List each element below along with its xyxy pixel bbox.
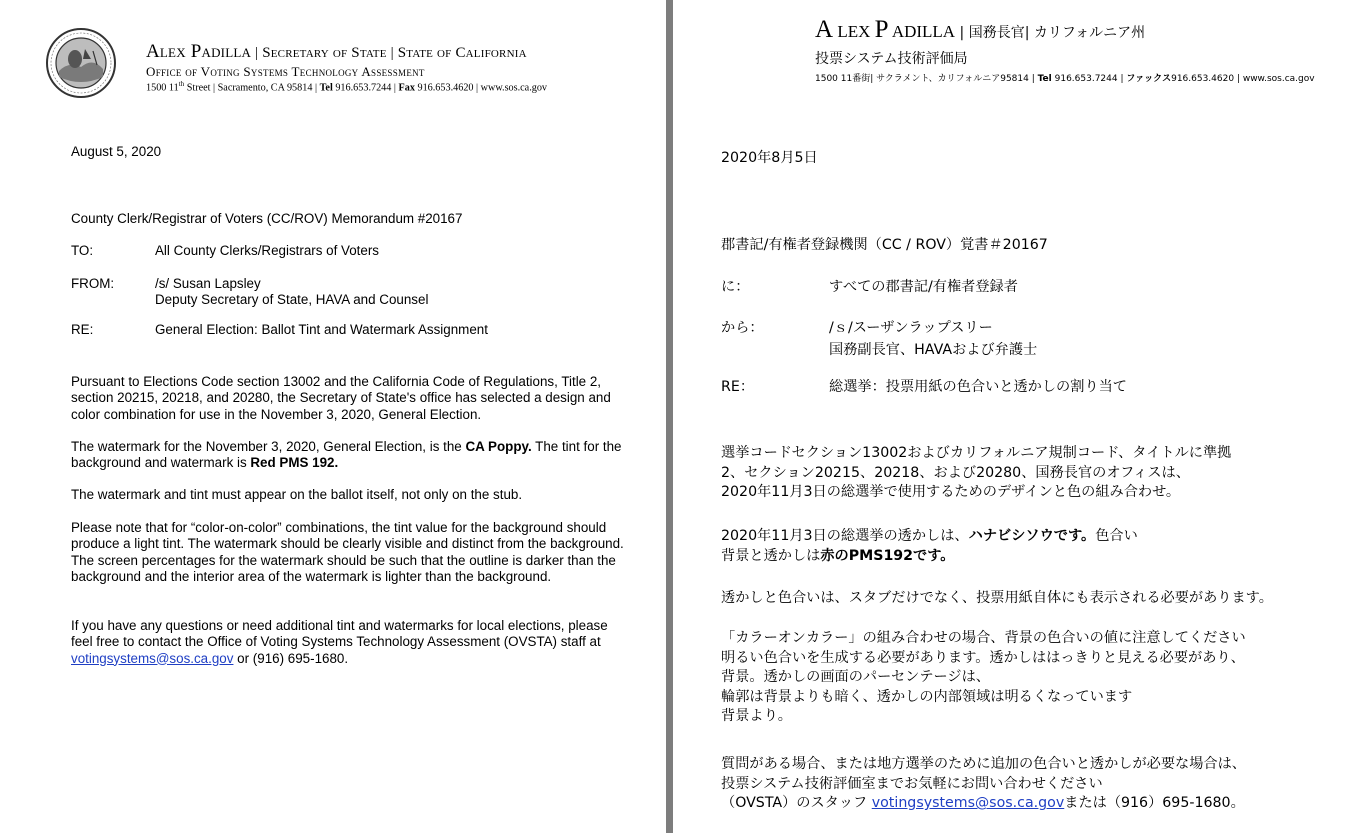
english-memo-page	[0, 0, 666, 833]
jp-paragraph-4	[721, 629, 1246, 727]
paragraph-5-text: or (916) 695-1680.	[233, 650, 349, 666]
street-number: 1500 11	[146, 82, 179, 94]
jp-name-rest: | 国務長官| カリフォルニア州	[955, 25, 1146, 41]
letterhead-separator: |	[251, 45, 263, 61]
from-name: /s/ Susan Lapsley	[155, 276, 261, 291]
jp-letterhead-name	[815, 16, 1145, 44]
paragraph-2-text: The tint for the background and watermark is	[71, 439, 622, 471]
from-title: Deputy Secretary of State, HAVA and Counsel	[155, 292, 429, 307]
jp-paragraph-2-line	[721, 547, 1138, 567]
japanese-memo-page	[673, 0, 1359, 833]
letterhead-name	[146, 41, 527, 63]
official-name: Alex Padilla	[146, 41, 252, 62]
jp-paragraph-1	[721, 444, 1231, 503]
letterhead-separator: |	[386, 45, 398, 61]
jp-paragraph-2-text: 2020年11月3日の総選挙の透かしは、	[721, 528, 969, 544]
jp-from-name: /ｓ/スーザンラップスリー	[829, 320, 993, 336]
jp-letterhead-office: 投票システム技術評価局	[815, 51, 968, 67]
jp-street-rest: 番街| サクラメント、カリフォルニア95814 |	[852, 74, 1038, 84]
jp-name-part: ADILLA	[888, 22, 956, 41]
to-value: All County Clerks/Registrars of Voters	[155, 243, 379, 258]
jp-tel-label: Tel	[1037, 74, 1052, 84]
jp-paragraph-4-line: 明るい色合いを生成する必要があります。透かしははっきりと見える必要があり、	[721, 649, 1245, 666]
street-suffix: th	[178, 80, 185, 88]
jp-tel-number: 916.653.7244 |	[1051, 74, 1127, 84]
jp-paragraph-5	[721, 755, 1246, 814]
jp-paragraph-4-line: 背景より。	[721, 708, 792, 725]
fax-number: 916.653.4620 | www.sos.ca.gov	[414, 82, 548, 94]
paragraph-5-text: If you have any questions or need additional tint and watermarks for local elections, please feel free to contact the Office of Voting Systems Technology Assessment (OVSTA) staff at	[71, 618, 608, 650]
jp-memo-title: 郡書記/有権者登録機関（CC / ROV）覚書＃20167	[721, 237, 1048, 253]
jp-paragraph-1-line: 2020年11月3日の総選挙で使用するためのデザインと色の組み合わせ。	[721, 484, 1181, 501]
jp-paragraph-5-text: （OVSTA）のスタッフ	[721, 795, 872, 812]
letterhead-office: Office of Voting Systems Technology Assessment	[146, 64, 425, 79]
paragraph-2-text: The watermark for the November 3, 2020, General Election, is the	[71, 439, 466, 454]
state-name: State of California	[397, 45, 527, 61]
email-link[interactable]: votingsystems@sos.ca.gov	[71, 650, 234, 666]
letterhead-address	[146, 80, 547, 93]
jp-re-value: 総選挙：投票用紙の色合いと透かしの割り当て	[829, 379, 1127, 395]
jp-letterhead-address	[815, 71, 1315, 84]
page-divider	[666, 0, 673, 833]
official-title: Secretary of State	[262, 45, 387, 61]
tel-label: Tel	[319, 82, 333, 94]
jp-paragraph-4-line: 輪郭は背景よりも暗く、透かしの内部領域は明るくなっています	[721, 688, 1133, 705]
jp-paragraph-1-line: 選挙コードセクション13002およびカリフォルニア規制コード、タイトルに準拠	[721, 445, 1232, 461]
jp-street-number: 1500 11	[815, 74, 853, 84]
street-rest: Street | Sacramento, CA 95814 |	[184, 82, 320, 94]
jp-fax-number: 916.653.4620 | www.sos.ca.gov	[1171, 74, 1315, 84]
paragraph-5	[71, 618, 631, 667]
jp-paragraph-2-text: 色合い	[1095, 528, 1138, 544]
jp-memo-date: 2020年8月5日	[721, 150, 818, 166]
jp-name-initial: A	[815, 16, 834, 43]
jp-paragraph-2-line	[721, 527, 1138, 547]
paragraph-4: Please note that for “color-on-color” combinations, the tint value for the background should produce a light tint. The watermark should be clearly visible and distinct from the background. The screen percentages for the watermark should be such that the outline is darker than the background and the interior area of the watermark is lighter than the background.	[71, 520, 624, 584]
jp-paragraph-5-line	[721, 794, 1246, 814]
memo-title: County Clerk/Registrar of Voters (CC/ROV) Memorandum #20167	[71, 211, 463, 226]
from-label: FROM:	[71, 276, 115, 291]
jp-paragraph-5-text: または（916）695-1680。	[1064, 795, 1245, 812]
jp-from-title: 国務副長官、HAVAおよび弁護士	[829, 342, 1038, 358]
to-label: TO:	[71, 243, 94, 258]
watermark-name: CA Poppy.	[465, 439, 532, 454]
jp-paragraph-4-line: 「カラーオンカラー」の組み合わせの場合、背景の色合いの値に注意してください	[721, 630, 1246, 646]
state-seal-icon	[45, 27, 117, 99]
jp-re-label: RE：	[721, 379, 755, 395]
jp-watermark-name: ハナビシソウです。	[968, 528, 1096, 544]
jp-paragraph-2-text: 背景と透かしは	[721, 547, 821, 564]
jp-to-value: すべての郡書記/有権者登録者	[829, 279, 1018, 295]
fax-label: Fax	[398, 82, 415, 94]
re-value: General Election: Ballot Tint and Watermark Assignment	[155, 322, 488, 337]
jp-tint-name: 赤のPMS192です。	[820, 547, 955, 564]
re-label: RE:	[71, 322, 94, 337]
jp-email-link[interactable]: votingsystems@sos.ca.gov	[871, 795, 1065, 812]
jp-to-label: に：	[721, 279, 750, 295]
jp-from-label: から：	[721, 320, 764, 336]
jp-paragraph-4-line: 背景。透かしの画面のパーセンテージは、	[721, 669, 990, 686]
paragraph-1: Pursuant to Elections Code section 13002 and the California Code of Regulations, Title 2, section 20215, 20218, and 20280, the Secretary of State's office has selected a design and color combination for use in the November 3, 2020, General Election.	[71, 374, 611, 422]
paragraph-2	[71, 439, 631, 472]
jp-paragraph-2	[721, 527, 1138, 566]
memo-date: August 5, 2020	[71, 144, 162, 159]
jp-fax-label: ファックス	[1126, 74, 1172, 84]
jp-paragraph-5-line: 投票システム技術評価室までお気軽にお問い合わせください	[721, 775, 1103, 792]
jp-name-initial: P	[874, 16, 889, 43]
jp-paragraph-3: 透かしと色合いは、スタブだけでなく、投票用紙自体にも表示される必要があります。	[721, 590, 1273, 606]
jp-paragraph-1-line: 2、セクション20215、20218、および20280、国務長官のオフィスは、	[721, 464, 1190, 481]
paragraph-3: The watermark and tint must appear on the ballot itself, not only on the stub.	[71, 487, 523, 502]
tel-number: 916.653.7244 |	[332, 82, 399, 94]
tint-name: Red PMS 192.	[250, 455, 339, 471]
jp-name-part: LEX	[833, 22, 875, 41]
jp-paragraph-5-line: 質問がある場合、または地方選挙のために追加の色合いと透かしが必要な場合は、	[721, 756, 1246, 772]
